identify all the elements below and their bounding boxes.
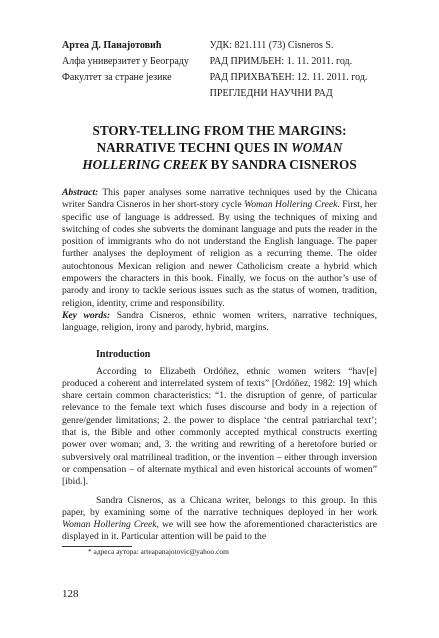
abstract-text-2: . First, her specific use of language is addressed. By using the techniques of mixing and switching of codes she subverts the dominant language and puts the reader in the position of immigrants who do not understand the English language. The paper further analyses the deployment of religion as a recurring theme. The older autochtonous Mexican religion and newer Catholicism create a hybrid which empowers the characters in this book. Finally, we focus on the author’s use of parody and irony to tackle serious issues such as the status of women, tradition, religion, identity, crime and responsibility. — [62, 199, 377, 309]
received-date: РАД ПРИМЉЕН: 1. 11. 2011. год. — [209, 56, 353, 67]
abstract-book-title: Woman Hollering Creek — [244, 199, 338, 211]
footnote: * адреса аутора: arteapanajotovic@yahoo.com — [88, 546, 229, 556]
abstract — [62, 187, 377, 310]
page-number: 128 — [62, 588, 79, 600]
accepted-date: РАД ПРИХВАЋЕН: 12. 11. 2011. год. — [209, 72, 368, 83]
title-line-3 — [62, 156, 377, 173]
title-line-2 — [62, 139, 377, 156]
section-heading: Introduction — [96, 348, 151, 360]
paragraph-2-text-b: , we will see how the aforementioned characteristics are displayed in it. Particular attention will be paid to the — [62, 519, 377, 543]
title-line-2-italic: WOMAN — [291, 140, 343, 155]
title-line-2-text: NARRATIVE TECHNI QUES IN — [96, 140, 292, 155]
faculty: Факултет за стране језике — [62, 72, 172, 83]
keywords-text: Sandra Cisneros, ethnic women writers, narrative techniques, language, religion, irony and parody, hybrid, margins. — [62, 309, 377, 334]
paragraph-2-book-title: Woman Hollering Creek — [62, 519, 157, 531]
udc-code: УДК: 821.111 (73) Cisneros S. — [209, 40, 334, 51]
paragraph-2 — [62, 495, 377, 544]
page — [62, 38, 377, 557]
paper-type: ПРЕГЛЕДНИ НАУЧНИ РАД — [209, 88, 333, 99]
paragraph-1: According to Elizabeth Ordóñez, ethnic women writers “hav[e] produced a coherent and interrelated system of texts” [Ordóñez, 1982: 19] which share certain common characteristics: “1. the disruption of genre, of particular relevance to the female text which fuses discourse and body in a rejection of genre/gender limitations; 2. the power to displace ‘the central patriarchal text’; that is, the Bible and other commonly accepted mythical constructs exerting power over woman; and, 3. the writing and rewriting of a heretofore buried or subversively oral matrilineal tradition, or the invention – either through inversion or compensation – of alternate mythical and even historical accounts of women” [ibid.]. — [62, 365, 377, 488]
university: Алфа универзитет у Београду — [62, 56, 189, 67]
paragraph-2-text-a: Sandra Cisneros, as a Chicana writer, belongs to this group. In this paper, by examining some of the narrative techniques deployed in her work — [62, 494, 377, 518]
paper-title — [62, 122, 377, 173]
abstract-text-1: This paper analyses some narrative techniques used by the Chicana writer Sandra Cisneros in her short-story cycle — [62, 187, 377, 211]
title-line-3-text: BY SANDRA CISNEROS — [207, 157, 357, 172]
author-name: Артеа Д. Панајотовић — [62, 40, 162, 51]
title-line-1: STORY-TELLING FROM THE MARGINS: — [92, 123, 347, 138]
article-metadata — [210, 38, 377, 102]
abstract-label: Abstract: — [62, 187, 99, 198]
title-line-3-italic: HOLLERING CREEK — [82, 157, 208, 172]
author-affiliation — [62, 38, 210, 102]
keywords-label: Key words: — [62, 309, 111, 321]
header — [62, 38, 377, 102]
keywords — [62, 310, 377, 335]
